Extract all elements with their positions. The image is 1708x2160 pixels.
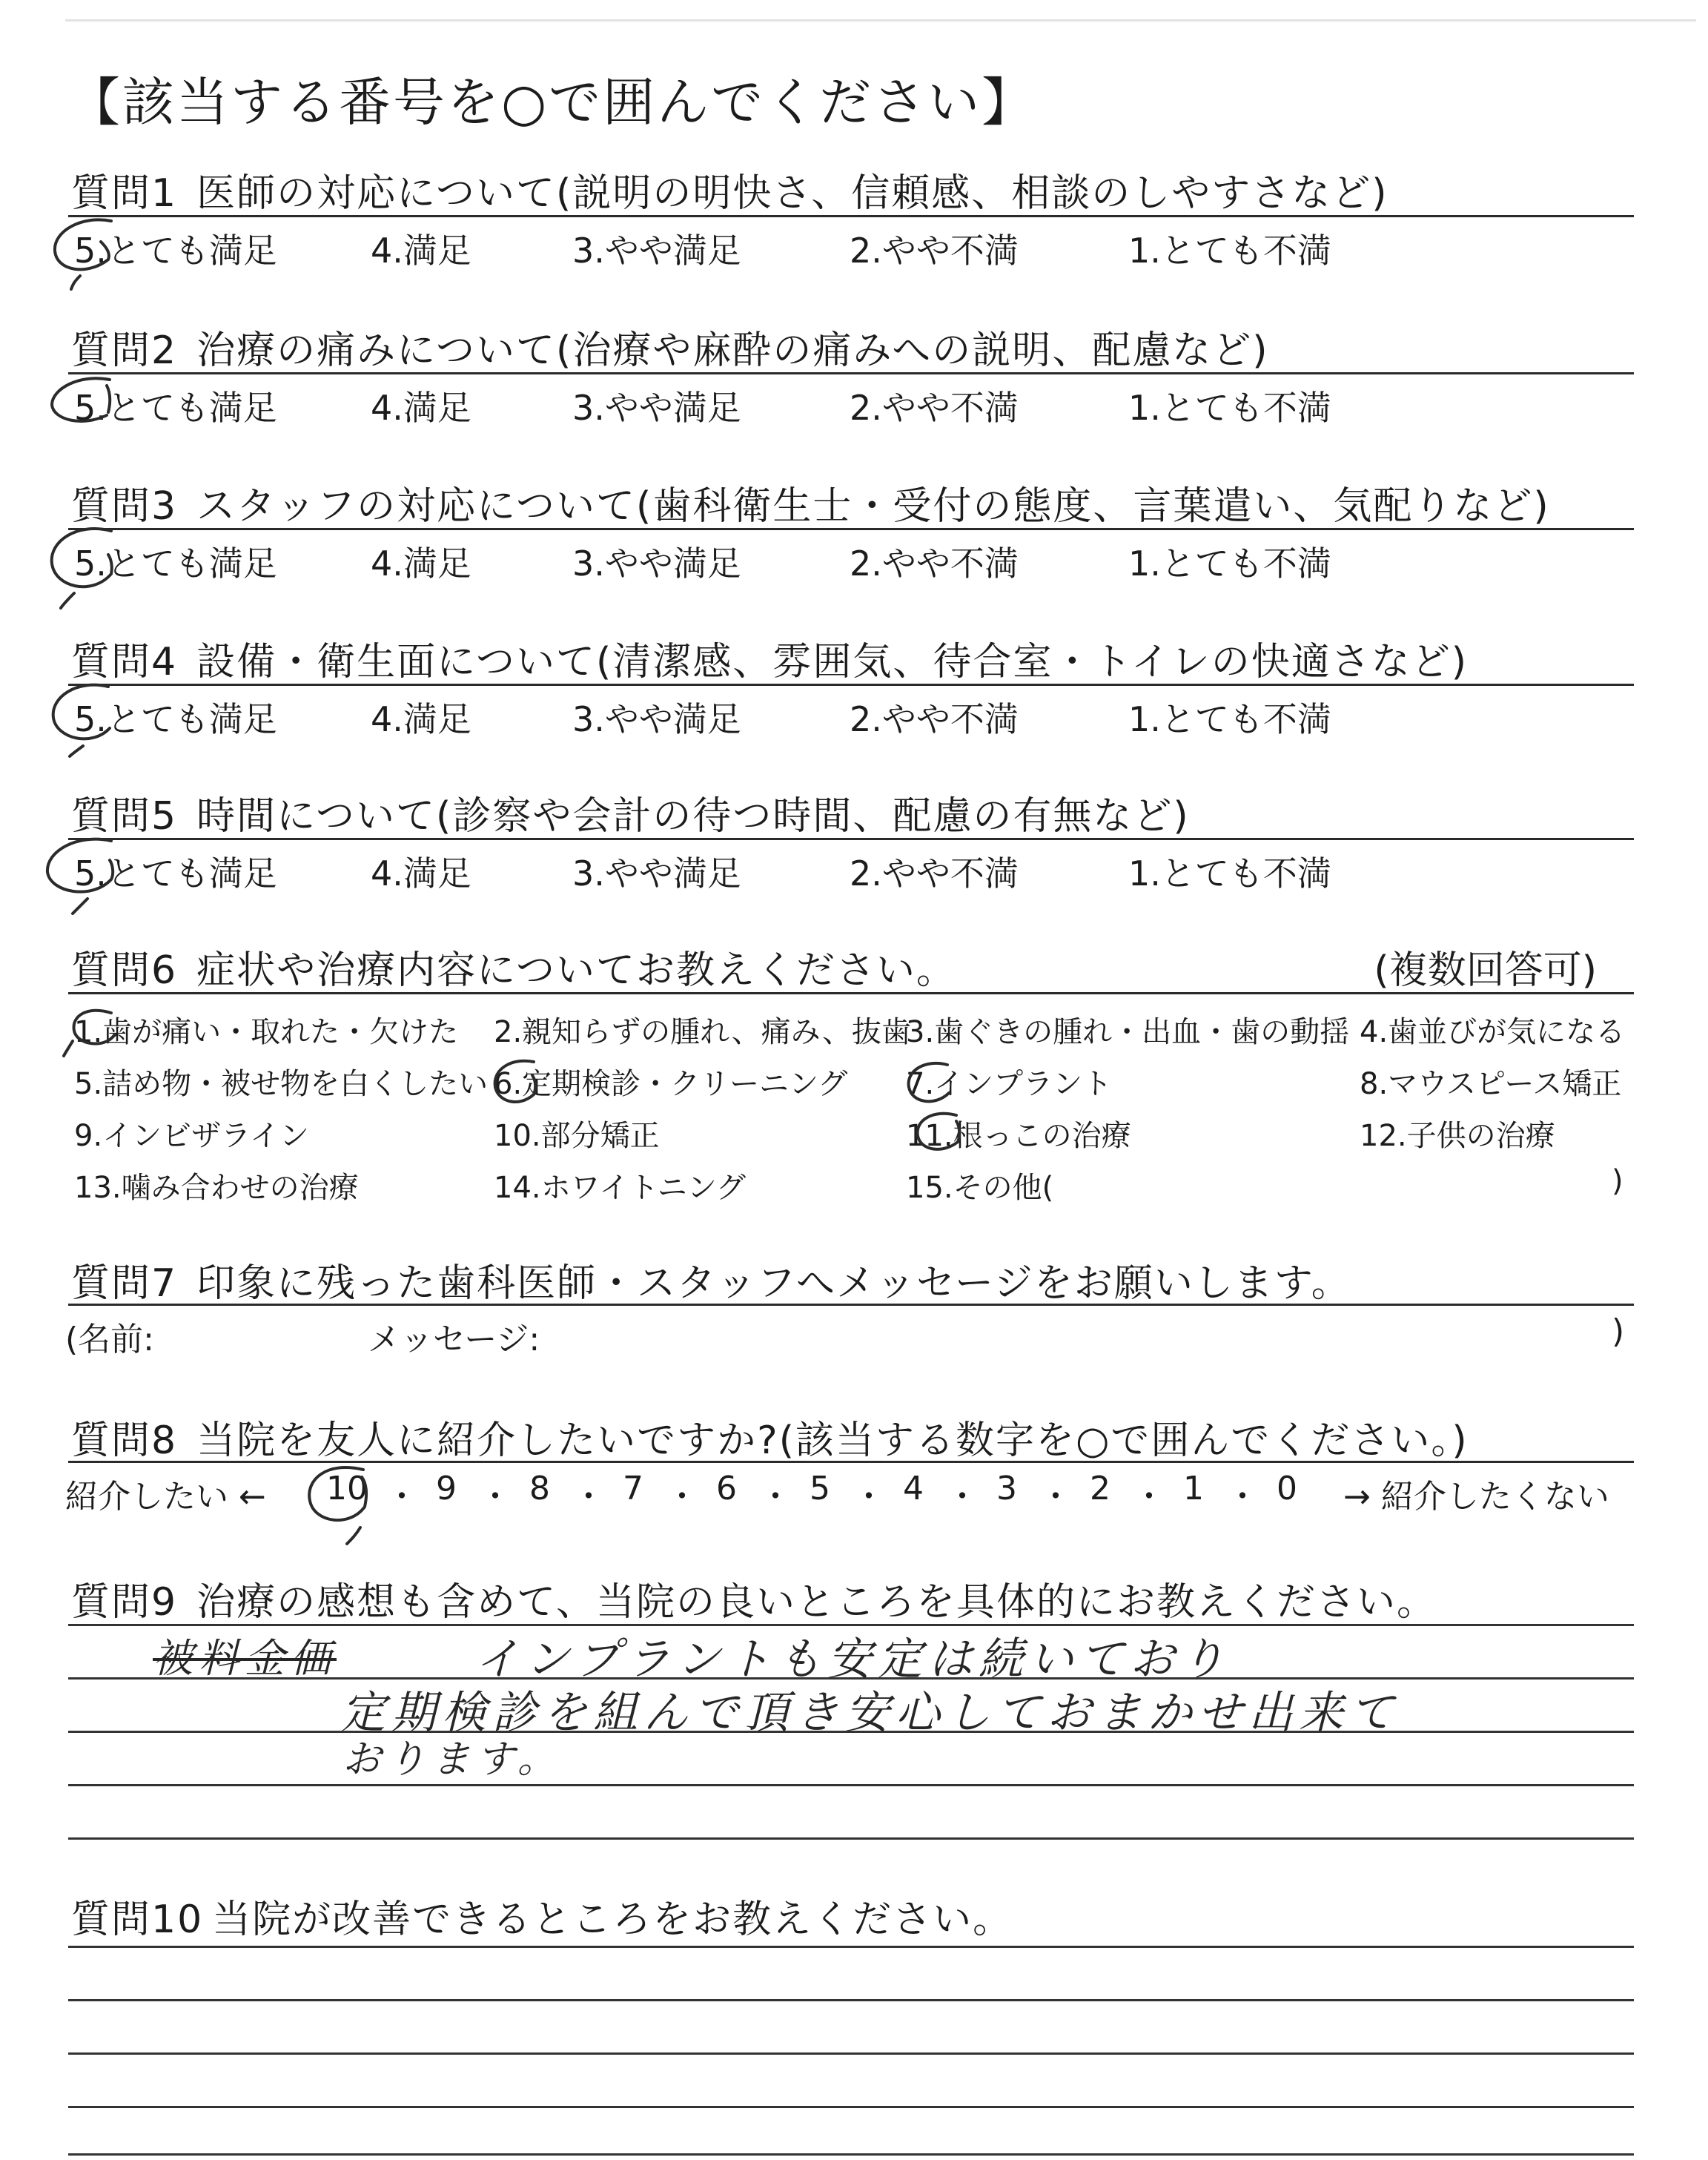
struck-handwriting: 被料金価 <box>153 1635 337 1682</box>
question-rule <box>68 1461 1634 1463</box>
question-text: 症状や治療内容についてお教えください。 <box>196 948 957 993</box>
score-3[interactable]: 3 <box>996 1470 1017 1507</box>
treatment-option-5[interactable]: 5.詰め物・被せ物を白くしたい <box>74 1067 489 1101</box>
question-number: 質問5 <box>71 794 178 839</box>
treatment-option-4[interactable]: 4.歯並びが気になる <box>1360 1015 1626 1049</box>
rating-option-5[interactable]: 5.とても満足 <box>74 853 277 894</box>
question-rule <box>68 372 1634 374</box>
rating-option-4[interactable]: 4.満足 <box>371 544 471 584</box>
scale-separator: ・ <box>572 1478 605 1516</box>
score-2[interactable]: 2 <box>1090 1470 1110 1507</box>
rating-option-1[interactable]: 1.とても不満 <box>1128 231 1331 271</box>
recommend-right-label: → 紹介したくない <box>1343 1478 1609 1516</box>
scale-separator: ・ <box>1133 1478 1165 1516</box>
question-4-heading <box>71 630 1468 686</box>
question-number: 質問4 <box>71 640 178 684</box>
question-rule <box>68 992 1634 994</box>
answer-line <box>68 2153 1634 2156</box>
answer-line <box>68 2052 1634 2055</box>
question-9-heading <box>71 1571 1437 1626</box>
rating-option-2[interactable]: 2.やや不満 <box>850 699 1019 739</box>
question-text: 治療の感想も含めて、当院の良いところを具体的にお教えください。 <box>196 1580 1437 1625</box>
question-number: 質問9 <box>71 1580 178 1625</box>
question-7-heading <box>71 1252 1351 1307</box>
rating-option-5[interactable]: 5.とても満足 <box>74 544 277 584</box>
question-rule <box>68 1304 1634 1306</box>
treatment-option-9[interactable]: 9.インビザライン <box>74 1119 309 1153</box>
rating-option-5[interactable]: 5.とても満足 <box>74 388 277 428</box>
message-label: メッセージ: <box>368 1321 540 1358</box>
question-rule <box>68 215 1634 217</box>
rating-option-3[interactable]: 3.やや満足 <box>572 853 741 894</box>
scale-separator: ・ <box>479 1478 512 1516</box>
scale-separator: ・ <box>853 1478 885 1516</box>
question-text: 設備・衛生面について(清潔感、雰囲気、待合室・トイレの快適さなど) <box>196 640 1469 684</box>
question-number: 質問8 <box>71 1418 178 1463</box>
question-text: 当院が改善できるところをお教えください。 <box>212 1898 1013 1942</box>
question-number: 質問6 <box>71 948 178 993</box>
rating-option-2[interactable]: 2.やや不満 <box>850 231 1019 271</box>
other-close-paren: ) <box>1612 1164 1623 1198</box>
score-1[interactable]: 1 <box>1183 1470 1204 1507</box>
question-rule <box>68 838 1634 840</box>
treatment-option-15[interactable]: 15.その他( <box>906 1171 1054 1205</box>
question-3-heading <box>71 475 1550 530</box>
rating-option-3[interactable]: 3.やや満足 <box>572 388 741 428</box>
question-text: 時間について(診察や会計の待つ時間、配慮の有無など) <box>196 794 1190 839</box>
rating-option-3[interactable]: 3.やや満足 <box>572 231 741 271</box>
rating-option-3[interactable]: 3.やや満足 <box>572 699 741 739</box>
treatment-option-10[interactable]: 10.部分矯正 <box>494 1119 660 1153</box>
treatment-option-3[interactable]: 3.歯ぐきの腫れ・出血・歯の動揺 <box>906 1015 1350 1049</box>
question-text: 印象に残った歯科医師・スタッフへメッセージをお願いします。 <box>196 1261 1351 1306</box>
question-number: 質問2 <box>71 328 178 373</box>
scan-top-edge <box>65 19 1696 22</box>
treatment-option-6[interactable]: 6.定期検診・クリーニング <box>494 1067 848 1101</box>
question-text: 医師の対応について(説明の明快さ、信頼感、相談のしやすさなど) <box>196 171 1388 216</box>
rating-option-1[interactable]: 1.とても不満 <box>1128 544 1331 584</box>
treatment-option-12[interactable]: 12.子供の治療 <box>1360 1119 1555 1153</box>
rating-option-2[interactable]: 2.やや不満 <box>850 388 1019 428</box>
treatment-option-2[interactable]: 2.親知らずの腫れ、痛み、抜歯 <box>494 1015 911 1049</box>
question-2-heading <box>71 319 1269 374</box>
question-number: 質問7 <box>71 1261 178 1306</box>
question-text: スタッフの対応について(歯科衛生士・受付の態度、言葉遣い、気配りなど) <box>196 484 1550 529</box>
question-number: 質問1 <box>71 171 178 216</box>
rating-option-4[interactable]: 4.満足 <box>371 388 471 428</box>
scale-separator: ・ <box>385 1478 418 1516</box>
treatment-option-11[interactable]: 11.根っこの治療 <box>906 1119 1131 1153</box>
scale-separator: ・ <box>1039 1478 1072 1516</box>
message-close-paren: ) <box>1612 1312 1625 1350</box>
scale-separator: ・ <box>946 1478 979 1516</box>
rating-option-1[interactable]: 1.とても不満 <box>1128 699 1331 739</box>
question-text: 当院を友人に紹介したいですか?(該当する数字を○で囲んでください。) <box>196 1418 1469 1463</box>
form-title: 【該当する番号を○で囲んでください】 <box>68 72 1036 133</box>
treatment-option-7[interactable]: 7.インプラント <box>906 1067 1113 1101</box>
question-number: 質問10 <box>71 1898 204 1942</box>
score-6[interactable]: 6 <box>716 1470 737 1507</box>
question-number: 質問3 <box>71 484 178 529</box>
score-4[interactable]: 4 <box>903 1470 924 1507</box>
answer-line <box>68 1999 1634 2001</box>
rating-option-5[interactable]: 5.とても満足 <box>74 231 277 271</box>
scale-separator: ・ <box>759 1478 792 1516</box>
question-rule <box>68 528 1634 530</box>
treatment-option-8[interactable]: 8.マウスピース矯正 <box>1360 1067 1622 1101</box>
treatment-option-14[interactable]: 14.ホワイトニング <box>494 1171 747 1205</box>
rating-option-2[interactable]: 2.やや不満 <box>850 853 1019 894</box>
answer-line <box>68 1837 1634 1840</box>
score-10[interactable]: 10 <box>326 1470 368 1507</box>
recommend-left-label: 紹介したい ← <box>65 1478 266 1516</box>
scale-separator: ・ <box>666 1478 698 1516</box>
rating-option-4[interactable]: 4.満足 <box>371 699 471 739</box>
score-8[interactable]: 8 <box>529 1470 550 1507</box>
question-6-heading <box>71 939 956 994</box>
handwritten-answer-line-2: 定期検診を組んで頂き安心しておまかせ出来て <box>341 1687 1400 1739</box>
treatment-option-13[interactable]: 13.噛み合わせの治療 <box>74 1171 359 1205</box>
rating-option-3[interactable]: 3.やや満足 <box>572 544 741 584</box>
answer-line <box>68 2106 1634 2108</box>
rating-option-4[interactable]: 4.満足 <box>371 231 471 271</box>
question-8-heading <box>71 1409 1469 1464</box>
question-1-heading <box>71 162 1388 217</box>
score-5[interactable]: 5 <box>810 1470 830 1507</box>
score-7[interactable]: 7 <box>623 1470 643 1507</box>
multiple-answers-note: (複数回答可) <box>1374 948 1597 993</box>
rating-option-1[interactable]: 1.とても不満 <box>1128 853 1331 894</box>
score-0[interactable]: 0 <box>1277 1470 1297 1507</box>
question-5-heading <box>71 785 1190 840</box>
answer-line <box>68 1946 1634 1948</box>
treatment-option-1[interactable]: 1.歯が痛い・取れた・欠けた <box>74 1015 459 1049</box>
question-10-heading <box>71 1888 1013 1943</box>
question-text: 治療の痛みについて(治療や麻酔の痛みへの説明、配慮など) <box>196 328 1269 373</box>
handwritten-answer-line-3: おります。 <box>342 1737 562 1782</box>
question-rule <box>68 684 1634 686</box>
scale-separator: ・ <box>1226 1478 1259 1516</box>
rating-option-5[interactable]: 5.とても満足 <box>74 699 277 739</box>
rating-option-2[interactable]: 2.やや不満 <box>850 544 1019 584</box>
name-label: (名前: <box>65 1321 154 1358</box>
rating-option-4[interactable]: 4.満足 <box>371 853 471 894</box>
rating-option-1[interactable]: 1.とても不満 <box>1128 388 1331 428</box>
handwritten-answer-line-1: インプラントも安定は続いており <box>474 1634 1231 1685</box>
answer-line <box>68 1784 1634 1786</box>
score-9[interactable]: 9 <box>436 1470 457 1507</box>
